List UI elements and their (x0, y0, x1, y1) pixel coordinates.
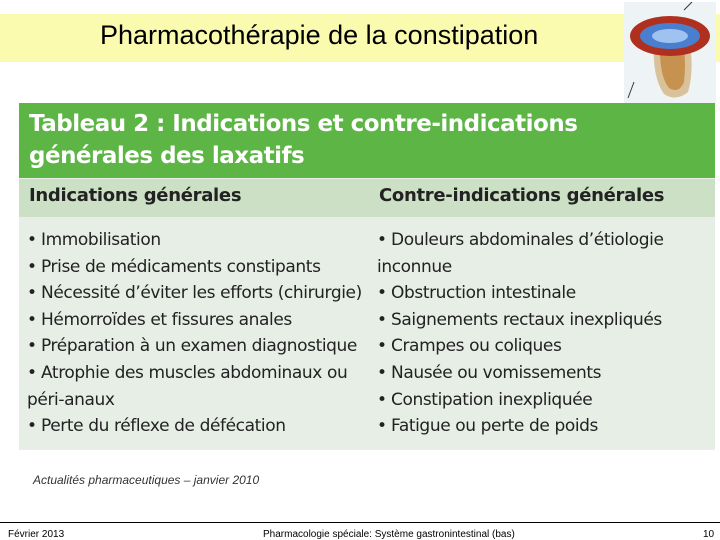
bullet-icon: • (377, 416, 387, 437)
bullet-icon: • (377, 336, 387, 357)
list-item (27, 280, 362, 307)
bullet-icon: • (27, 309, 37, 330)
bullet-icon: • (27, 256, 37, 277)
list-item-text: Constipation inexpliquée (391, 389, 593, 410)
list-item (27, 333, 362, 360)
list-item (377, 333, 664, 360)
contraindications-header: Contre-indications générales (379, 185, 665, 206)
list-item-continuation: inconnue (377, 256, 452, 277)
list-item-text: Immobilisation (41, 230, 161, 250)
contraindications-list (377, 227, 664, 440)
bullet-icon: • (377, 283, 387, 304)
list-item-text: Saignements rectaux inexpliqués (391, 309, 662, 330)
list-item (27, 254, 362, 281)
bullet-icon: • (377, 230, 387, 250)
list-item (27, 413, 362, 440)
list-item (377, 413, 664, 440)
bullet-icon: • (27, 230, 37, 250)
list-item (377, 387, 664, 414)
bullet-icon: • (27, 336, 37, 357)
list-item-text: Nausée ou vomissements (391, 362, 602, 383)
digestive-organ-logo-icon (624, 2, 716, 104)
list-item (27, 227, 362, 254)
footer-divider (0, 522, 720, 523)
list-item-text: Fatigue ou perte de poids (391, 416, 599, 437)
list-item-text: Douleurs abdominales d’étiologie (391, 230, 664, 250)
bullet-icon: • (27, 362, 37, 383)
list-item-text: Préparation à un examen diagnostique (41, 336, 357, 357)
slide-title: Pharmacothérapie de la constipation (100, 20, 539, 50)
source-citation: Actualités pharmaceutiques – janvier 2010 (33, 473, 260, 487)
list-item (27, 307, 362, 334)
footer-date: Février 2013 (8, 529, 65, 540)
table-title-line1: Tableau 2 : Indications et contre-indications (29, 111, 578, 137)
bullet-icon: • (377, 389, 387, 410)
indications-header: Indications générales (29, 185, 242, 206)
list-item (377, 227, 664, 280)
list-item-continuation: péri-anaux (27, 389, 115, 410)
bullet-icon: • (377, 362, 387, 383)
list-item-text: Atrophie des muscles abdominaux ou (41, 362, 348, 383)
list-item (377, 360, 664, 387)
list-item-text: Perte du réflexe de défécation (41, 416, 286, 437)
footer-page-number: 10 (703, 529, 715, 540)
list-item-text: Obstruction intestinale (391, 283, 576, 304)
list-item (27, 360, 362, 413)
bullet-icon: • (377, 309, 387, 330)
list-item (377, 307, 664, 334)
list-item-text: Prise de médicaments constipants (41, 256, 321, 277)
laxative-table (19, 103, 715, 450)
table-title-line2: générales des laxatifs (29, 143, 305, 169)
footer-course: Pharmacologie spéciale: Système gastronintestinal (bas) (263, 529, 515, 540)
list-item-text: Nécessité d’éviter les efforts (chirurgie) (41, 283, 362, 304)
column-header-row (19, 179, 715, 217)
list-item-text: Hémorroïdes et fissures anales (41, 309, 292, 330)
table-header (19, 103, 715, 178)
table-title (29, 108, 577, 172)
bullet-icon: • (27, 416, 37, 437)
indications-list (27, 227, 362, 440)
bullet-icon: • (27, 283, 37, 304)
list-item (377, 280, 664, 307)
list-item-text: Crampes ou coliques (391, 336, 562, 357)
